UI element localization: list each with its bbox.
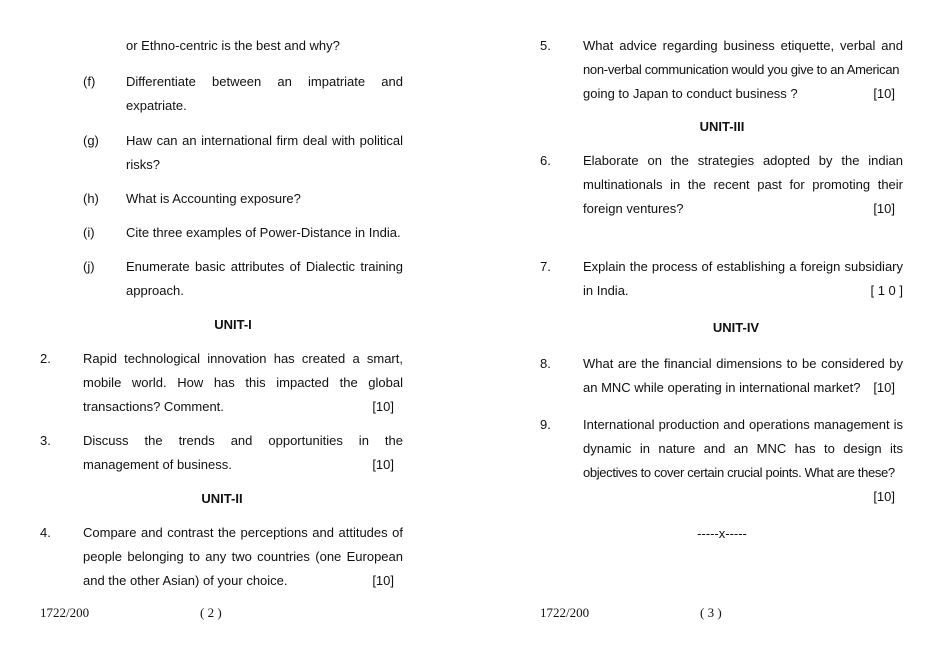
question-number-2: 2. — [40, 351, 51, 366]
question-number-5: 5. — [540, 38, 551, 53]
question-7-marks: [ 1 0 ] — [870, 283, 903, 298]
question-7: Explain the process of establishing a foreign subsidiary in India. [ 1 0 ] — [583, 255, 903, 303]
sub-question-j: Enumerate basic attributes of Dialectic training approach. — [126, 259, 403, 298]
sub-question-g: Haw can an international firm deal with political risks? — [126, 133, 403, 172]
sub-question-label-h: (h) — [83, 191, 99, 206]
unit-heading-1: UNIT-I — [214, 317, 252, 332]
question-9: International production and operations management is dynamic in nature and an MNC has to design its objectives to cover certain crucial points. What are these? [10] — [583, 413, 903, 509]
question-3: Discuss the trends and opportunities in the management of business. [10] — [83, 429, 403, 477]
sub-question-h: What is Accounting exposure? — [126, 191, 301, 206]
right-page-number: ( 3 ) — [700, 605, 722, 620]
end-separator: -----x----- — [697, 526, 747, 541]
question-3-marks: [10] — [372, 457, 394, 472]
unit-heading-2: UNIT-II — [201, 491, 243, 506]
sub-question-f: Differentiate between an impatriate and expatriate. — [126, 74, 403, 113]
question-number-4: 4. — [40, 525, 51, 540]
question-5-marks: [10] — [873, 86, 895, 101]
question-number-9: 9. — [540, 417, 551, 432]
question-4: Compare and contrast the perceptions and attitudes of people belonging to any two countries (one European and the other Asian) of your choice. [10] — [83, 521, 403, 593]
question-number-8: 8. — [540, 356, 551, 371]
question-number-6: 6. — [540, 153, 551, 168]
sub-question-label-j: (j) — [83, 259, 95, 274]
question-2: Rapid technological innovation has created a smart, mobile world. How has this impacted the global transactions? Comment. [10] — [83, 347, 403, 419]
sub-question-i: Cite three examples of Power-Distance in India. — [126, 225, 401, 240]
unit-heading-4: UNIT-IV — [712, 320, 760, 335]
question-2-marks: [10] — [372, 399, 394, 414]
left-footer-code: 1722/200 — [40, 605, 90, 620]
question-9-marks: [10] — [873, 489, 895, 504]
sub-question-label-i: (i) — [83, 225, 95, 240]
question-5: What advice regarding business etiquette, verbal and non-verbal communication would you give to an American going to Japan to conduct business ? [10] — [583, 34, 903, 106]
right-footer-code: 1722/200 — [540, 605, 590, 620]
left-page-number: ( 2 ) — [200, 605, 222, 620]
question-8: What are the financial dimensions to be considered by an MNC while operating in international market? [10] — [583, 352, 903, 400]
question-6-marks: [10] — [873, 201, 895, 216]
sub-question-label-g: (g) — [83, 133, 99, 148]
question-6: Elaborate on the strategies adopted by the indian multinationals in the recent past for promoting their foreign ventures? [10] — [583, 149, 903, 221]
question-number-3: 3. — [40, 433, 51, 448]
unit-heading-3: UNIT-III — [699, 119, 745, 134]
question-number-7: 7. — [540, 259, 551, 274]
question-8-marks: [10] — [873, 380, 895, 395]
question-4-marks: [10] — [372, 573, 394, 588]
continued-line: or Ethno-centric is the best and why? — [126, 38, 340, 53]
sub-question-label-f: (f) — [83, 74, 96, 89]
